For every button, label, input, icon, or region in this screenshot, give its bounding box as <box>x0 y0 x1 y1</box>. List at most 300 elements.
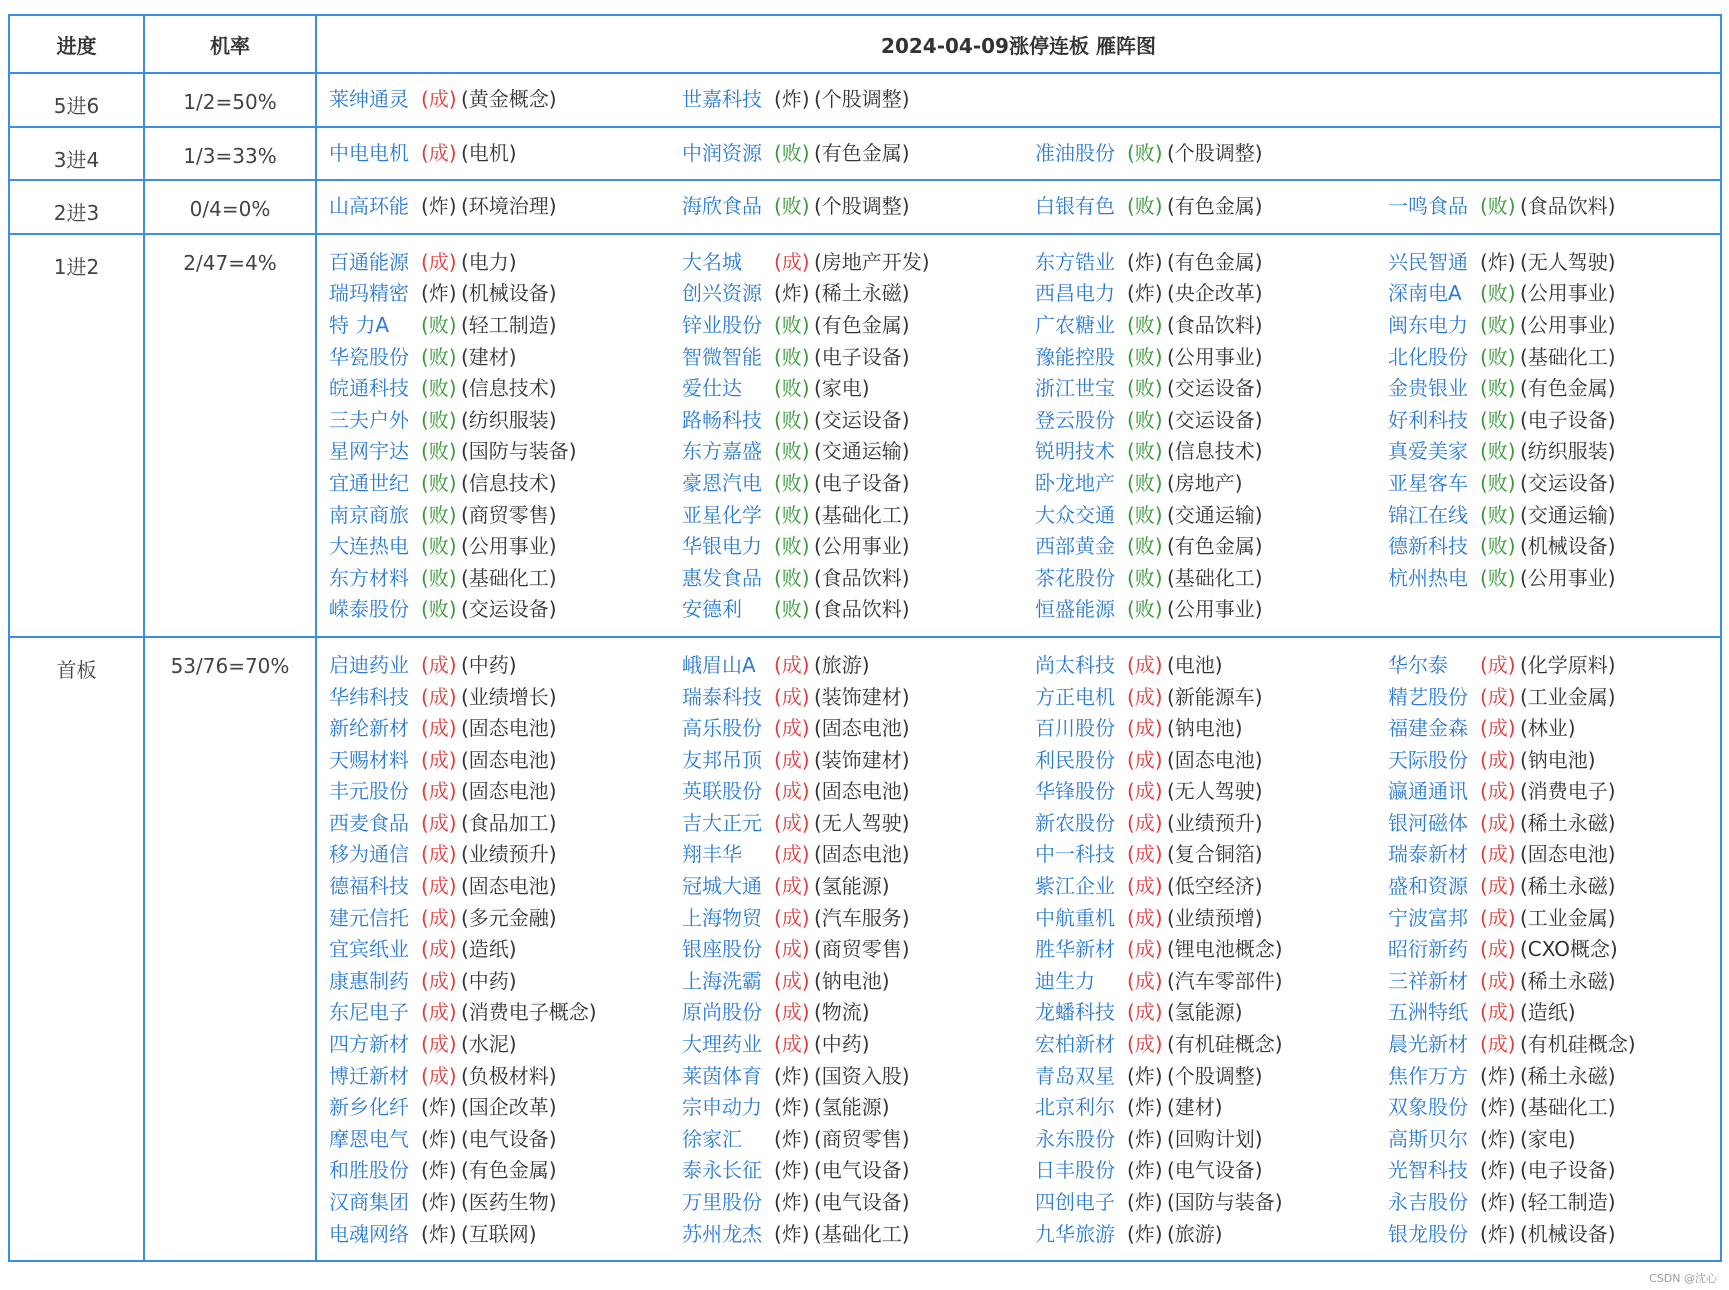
stock-name-link[interactable]: 广农糖业 <box>1035 312 1115 337</box>
sector-label: (林业) <box>1520 716 1576 741</box>
result-tag: (败) <box>1480 439 1516 464</box>
stock-name-link[interactable]: 利民股份 <box>1035 747 1115 772</box>
stock-entry <box>682 1219 1035 1251</box>
sector-label: (工业金属) <box>1520 684 1616 709</box>
stock-entry <box>329 191 682 223</box>
stock-name-link[interactable]: 世嘉科技 <box>682 87 762 111</box>
stock-name-link[interactable]: 大名城 <box>682 249 742 274</box>
stock-name-link[interactable]: 冠城大通 <box>682 874 762 899</box>
sector-label: (交运设备) <box>814 407 910 432</box>
result-tag: (炸) <box>1480 1190 1516 1214</box>
stock-name-link[interactable]: 昭衍新药 <box>1388 937 1468 962</box>
stock-name-link[interactable]: 启迪药业 <box>329 652 409 677</box>
sector-label: (固态电池) <box>814 779 910 804</box>
stock-name-link[interactable]: 皖通科技 <box>329 376 409 401</box>
stock-name-link[interactable]: 北化股份 <box>1388 344 1468 369</box>
stock-name-link[interactable]: 银龙股份 <box>1388 1221 1468 1246</box>
stock-entry <box>682 934 1035 966</box>
stock-name-link[interactable]: 九华旅游 <box>1035 1221 1115 1246</box>
stock-entry <box>682 839 1035 871</box>
sector-label: (家电) <box>1520 1126 1576 1151</box>
stock-name-link[interactable]: 路畅科技 <box>682 407 762 432</box>
stock-name-link[interactable]: 精艺股份 <box>1388 684 1468 709</box>
stock-name-link[interactable]: 龙蟠科技 <box>1035 1000 1115 1025</box>
result-tag: (败) <box>1480 281 1516 306</box>
stock-name-link[interactable]: 东方锆业 <box>1035 249 1115 274</box>
stock-name-link[interactable]: 双象股份 <box>1388 1095 1468 1120</box>
stock-entry <box>1388 1155 1729 1187</box>
sector-label: (业绩预增) <box>1167 905 1263 930</box>
stock-name-link[interactable]: 亚星客车 <box>1388 470 1468 495</box>
stock-name-link[interactable]: 盛和资源 <box>1388 874 1468 899</box>
stock-entry <box>329 1219 682 1251</box>
stock-entry <box>1035 1061 1388 1093</box>
stage-label: 5进6 <box>9 73 144 127</box>
stock-name-link[interactable]: 茶花股份 <box>1035 565 1115 590</box>
result-tag: (败) <box>1127 140 1163 165</box>
stock-name-link[interactable]: 尚太科技 <box>1035 652 1115 677</box>
sector-label: (交通运输) <box>814 439 910 464</box>
stock-name-link[interactable]: 天赐材料 <box>329 747 409 772</box>
stock-name-link[interactable]: 白银有色 <box>1035 194 1115 219</box>
result-tag: (败) <box>1127 407 1163 432</box>
stock-name-link[interactable]: 迪生力 <box>1035 968 1095 993</box>
result-tag: (败) <box>774 597 810 622</box>
stock-entry <box>329 310 682 342</box>
stock-name-link[interactable]: 大众交通 <box>1035 502 1115 527</box>
sector-label: (轻工制造) <box>1520 1190 1616 1214</box>
stock-entry <box>1388 342 1729 374</box>
stock-name-link[interactable]: 苏州龙杰 <box>682 1221 762 1246</box>
result-tag: (炸) <box>1127 1095 1163 1120</box>
stock-entry <box>329 966 682 998</box>
result-tag: (成) <box>421 1063 457 1088</box>
sector-label: (电气设备) <box>461 1126 557 1151</box>
stock-name-link[interactable]: 高乐股份 <box>682 716 762 741</box>
stock-entry <box>329 1155 682 1187</box>
stock-name-link[interactable]: 中航重机 <box>1035 905 1115 930</box>
stock-name-link[interactable]: 西部黄金 <box>1035 534 1115 559</box>
stock-entry <box>682 871 1035 903</box>
result-tag: (成) <box>1127 1000 1163 1025</box>
stage-row <box>9 234 1721 637</box>
result-tag: (成) <box>774 842 810 867</box>
stock-name-link[interactable]: 上海物贸 <box>682 905 762 930</box>
stock-entry <box>1035 531 1388 563</box>
stock-entry <box>682 1124 1035 1156</box>
stock-name-link[interactable]: 西麦食品 <box>329 810 409 835</box>
stock-name-link[interactable]: 青岛双星 <box>1035 1063 1115 1088</box>
stock-name-link[interactable]: 永吉股份 <box>1388 1190 1468 1214</box>
sector-label: (钠电池) <box>814 968 890 993</box>
sector-label: (装饰建材) <box>814 747 910 772</box>
stock-entry <box>329 468 682 500</box>
stock-name-link[interactable]: 海欣食品 <box>682 194 762 219</box>
result-tag: (成) <box>1480 652 1516 677</box>
stock-name-link[interactable]: 东方嘉盛 <box>682 439 762 464</box>
stock-name-link[interactable]: 华锋股份 <box>1035 779 1115 804</box>
stock-entry <box>682 342 1035 374</box>
sector-label: (稀土永磁) <box>1520 874 1616 899</box>
stock-name-link[interactable]: 晨光新材 <box>1388 1032 1468 1057</box>
stock-name-link[interactable]: 莱茵体育 <box>682 1063 762 1088</box>
stock-entry <box>1035 310 1388 342</box>
sector-label: (信息技术) <box>461 470 557 495</box>
stock-entry <box>329 713 682 745</box>
stock-name-link[interactable]: 豪恩汽电 <box>682 470 762 495</box>
stock-name-link[interactable]: 新农股份 <box>1035 810 1115 835</box>
result-tag: (成) <box>1480 716 1516 741</box>
sector-label: (有色金属) <box>1167 194 1263 219</box>
stock-list-cell <box>316 127 1721 181</box>
stock-entry <box>1035 682 1388 714</box>
sector-label: (电机) <box>461 140 517 165</box>
result-tag: (成) <box>1127 842 1163 867</box>
stock-name-link[interactable]: 移为通信 <box>329 842 409 867</box>
stock-name-link[interactable]: 东方材料 <box>329 565 409 590</box>
result-tag: (败) <box>1480 344 1516 369</box>
sector-label: (食品饮料) <box>1167 312 1263 337</box>
sector-label: (有色金属) <box>1167 534 1263 559</box>
result-tag: (败) <box>421 470 457 495</box>
stock-name-link[interactable]: 瀛通通讯 <box>1388 779 1468 804</box>
stock-entry <box>329 839 682 871</box>
stock-name-link[interactable]: 创兴资源 <box>682 281 762 306</box>
stock-name-link[interactable]: 一鸣食品 <box>1388 194 1468 219</box>
stock-entry <box>329 776 682 808</box>
sector-label: (建材) <box>1167 1095 1223 1120</box>
stock-entry <box>1035 373 1388 405</box>
stock-name-link[interactable]: 宜宾纸业 <box>329 937 409 962</box>
stock-name-link[interactable]: 百川股份 <box>1035 716 1115 741</box>
sector-label: (无人驾驶) <box>1167 779 1263 804</box>
stock-name-link[interactable]: 泰永长征 <box>682 1158 762 1183</box>
stock-name-link[interactable]: 四创电子 <box>1035 1190 1115 1214</box>
sector-label: (汽车零部件) <box>1167 968 1283 993</box>
stock-entry <box>1035 776 1388 808</box>
result-tag: (成) <box>1480 937 1516 962</box>
stock-name-link[interactable]: 华银电力 <box>682 534 762 559</box>
sector-label: (基础化工) <box>1520 1095 1616 1120</box>
sector-label: (电气设备) <box>1167 1158 1263 1183</box>
stock-name-link[interactable]: 深南电A <box>1388 281 1462 306</box>
stock-entry <box>1035 903 1388 935</box>
stock-name-link[interactable]: 建元信托 <box>329 905 409 930</box>
stock-name-link[interactable]: 天际股份 <box>1388 747 1468 772</box>
stock-name-link[interactable]: 康惠制药 <box>329 968 409 993</box>
stock-name-link[interactable]: 万里股份 <box>682 1190 762 1214</box>
stock-name-link[interactable]: 瑞泰新材 <box>1388 842 1468 867</box>
result-tag: (成) <box>774 747 810 772</box>
sector-label: (多元金融) <box>461 905 557 930</box>
stock-name-link[interactable]: 高斯贝尔 <box>1388 1126 1468 1151</box>
stock-entry <box>1035 468 1388 500</box>
stock-name-link[interactable]: 四方新材 <box>329 1032 409 1057</box>
stock-name-link[interactable]: 中一科技 <box>1035 842 1115 867</box>
stock-entry <box>329 934 682 966</box>
sector-label: (电气设备) <box>814 1158 910 1183</box>
stock-name-link[interactable]: 兴民智通 <box>1388 249 1468 274</box>
stage-label: 1进2 <box>9 234 144 637</box>
result-tag: (炸) <box>774 281 810 306</box>
stock-name-link[interactable]: 吉大正元 <box>682 810 762 835</box>
stock-entry <box>1388 436 1729 468</box>
stock-entry <box>1388 531 1729 563</box>
stock-entry <box>682 373 1035 405</box>
stock-name-link[interactable]: 好利科技 <box>1388 407 1468 432</box>
stock-name-link[interactable]: 中电电机 <box>329 140 409 165</box>
stock-name-link[interactable]: 电魂网络 <box>329 1221 409 1246</box>
stock-name-link[interactable]: 宗申动力 <box>682 1095 762 1120</box>
stock-name-link[interactable]: 锌业股份 <box>682 312 762 337</box>
stock-entry <box>1035 1124 1388 1156</box>
result-tag: (成) <box>1480 842 1516 867</box>
stock-entry <box>1035 997 1388 1029</box>
stage-label: 3进4 <box>9 127 144 181</box>
sector-label: (有色金属) <box>461 1158 557 1183</box>
stock-entry <box>1035 1155 1388 1187</box>
stock-name-link[interactable]: 银座股份 <box>682 937 762 962</box>
stock-name-link[interactable]: 豫能控股 <box>1035 344 1115 369</box>
sector-label: (旅游) <box>1167 1221 1223 1246</box>
stock-name-link[interactable]: 山高环能 <box>329 194 409 219</box>
result-tag: (炸) <box>1127 1158 1163 1183</box>
stock-entry <box>1035 405 1388 437</box>
result-tag: (成) <box>1480 747 1516 772</box>
stock-name-link[interactable]: 友邦吊顶 <box>682 747 762 772</box>
stock-name-link[interactable]: 汉商集团 <box>329 1190 409 1214</box>
result-tag: (败) <box>421 407 457 432</box>
stock-name-link[interactable]: 宜通世纪 <box>329 470 409 495</box>
result-tag: (成) <box>774 968 810 993</box>
sector-label: (电力) <box>461 249 517 274</box>
result-tag: (败) <box>1127 194 1163 219</box>
stock-name-link[interactable]: 百通能源 <box>329 249 409 274</box>
stock-name-link[interactable]: 中润资源 <box>682 140 762 165</box>
sector-label: (锂电池概念) <box>1167 937 1283 962</box>
stock-grid <box>329 138 1720 170</box>
result-tag: (成) <box>1127 810 1163 835</box>
result-tag: (炸) <box>774 1126 810 1151</box>
stock-entry <box>1035 713 1388 745</box>
stock-name-link[interactable]: 博迁新材 <box>329 1063 409 1088</box>
sector-label: (公用事业) <box>1520 312 1616 337</box>
result-tag: (炸) <box>1480 1221 1516 1246</box>
stock-entry <box>1388 839 1729 871</box>
stock-entry <box>1388 934 1729 966</box>
stock-name-link[interactable]: 西昌电力 <box>1035 281 1115 306</box>
stock-name-link[interactable]: 大理药业 <box>682 1032 762 1057</box>
stock-name-link[interactable]: 金贵银业 <box>1388 376 1468 401</box>
stock-list-cell <box>316 637 1721 1261</box>
stock-entry <box>682 713 1035 745</box>
sector-label: (电子设备) <box>814 344 910 369</box>
stock-name-link[interactable]: 北京利尔 <box>1035 1095 1115 1120</box>
stock-name-link[interactable]: 大连热电 <box>329 534 409 559</box>
stock-name-link[interactable]: 杭州热电 <box>1388 565 1468 590</box>
stock-name-link[interactable]: 真爱美家 <box>1388 439 1468 464</box>
result-tag: (成) <box>774 810 810 835</box>
stock-name-link[interactable]: 宁波富邦 <box>1388 905 1468 930</box>
stock-name-link[interactable]: 特 力A <box>329 312 390 337</box>
stock-name-link[interactable]: 和胜股份 <box>329 1158 409 1183</box>
stock-name-link[interactable]: 福建金森 <box>1388 716 1468 741</box>
sector-label: (交通运输) <box>1520 502 1616 527</box>
stock-name-link[interactable]: 银河磁体 <box>1388 810 1468 835</box>
stock-name-link[interactable]: 德福科技 <box>329 874 409 899</box>
stock-entry <box>1388 1187 1729 1219</box>
stock-name-link[interactable]: 原尚股份 <box>682 1000 762 1025</box>
stock-name-link[interactable]: 锐明技术 <box>1035 439 1115 464</box>
result-tag: (成) <box>421 905 457 930</box>
sector-label: (消费电子概念) <box>461 1000 597 1025</box>
stock-name-link[interactable]: 三夫户外 <box>329 407 409 432</box>
sector-label: (固态电池) <box>461 716 557 741</box>
result-tag: (成) <box>774 1000 810 1025</box>
result-tag: (成) <box>421 874 457 899</box>
sector-label: (电池) <box>1167 652 1223 677</box>
stock-name-link[interactable]: 星网宇达 <box>329 439 409 464</box>
stock-name-link[interactable]: 惠发食品 <box>682 565 762 590</box>
stock-name-link[interactable]: 浙江世宝 <box>1035 376 1115 401</box>
result-tag: (败) <box>774 439 810 464</box>
result-tag: (败) <box>421 565 457 590</box>
stock-name-link[interactable]: 闽东电力 <box>1388 312 1468 337</box>
stock-entry <box>682 468 1035 500</box>
stock-name-link[interactable]: 紫江企业 <box>1035 874 1115 899</box>
stock-name-link[interactable]: 光智科技 <box>1388 1158 1468 1183</box>
result-tag: (败) <box>421 376 457 401</box>
stock-name-link[interactable]: 德新科技 <box>1388 534 1468 559</box>
stock-name-link[interactable]: 日丰股份 <box>1035 1158 1115 1183</box>
stock-name-link[interactable]: 上海洗霸 <box>682 968 762 993</box>
stock-name-link[interactable]: 峨眉山A <box>682 652 756 677</box>
stock-name-link[interactable]: 焦作万方 <box>1388 1063 1468 1088</box>
sector-label: (有色金属) <box>1167 249 1263 274</box>
stock-entry <box>682 247 1035 279</box>
sector-label: (交运设备) <box>1167 376 1263 401</box>
stock-name-link[interactable]: 南京商旅 <box>329 502 409 527</box>
sector-label: (钠电池) <box>1167 716 1243 741</box>
stock-entry <box>1388 745 1729 777</box>
result-tag: (成) <box>421 87 457 111</box>
stock-name-link[interactable]: 丰元股份 <box>329 779 409 804</box>
stock-name-link[interactable]: 新纶新材 <box>329 716 409 741</box>
stock-name-link[interactable]: 锦江在线 <box>1388 502 1468 527</box>
stock-entry <box>1388 966 1729 998</box>
sector-label: (食品饮料) <box>814 597 910 622</box>
stock-name-link[interactable]: 宏柏新材 <box>1035 1032 1115 1057</box>
sector-label: (有机硅概念) <box>1520 1032 1636 1057</box>
stock-entry <box>682 966 1035 998</box>
stock-name-link[interactable]: 新乡化纤 <box>329 1095 409 1120</box>
sector-label: (公用事业) <box>1167 597 1263 622</box>
result-tag: (成) <box>1127 779 1163 804</box>
stock-name-link[interactable]: 准油股份 <box>1035 140 1115 165</box>
stock-name-link[interactable]: 方正电机 <box>1035 684 1115 709</box>
stock-name-link[interactable]: 恒盛能源 <box>1035 597 1115 622</box>
sector-label: (个股调整) <box>814 194 910 219</box>
stock-name-link[interactable]: 莱绅通灵 <box>329 87 409 111</box>
result-tag: (炸) <box>774 1158 810 1183</box>
stock-entry <box>1388 310 1729 342</box>
stock-name-link[interactable]: 登云股份 <box>1035 407 1115 432</box>
stock-entry <box>682 405 1035 437</box>
stock-name-link[interactable]: 瑞玛精密 <box>329 281 409 306</box>
stock-entry <box>682 1092 1035 1124</box>
result-tag: (成) <box>774 937 810 962</box>
stock-name-link[interactable]: 胜华新材 <box>1035 937 1115 962</box>
sector-label: (纺织服装) <box>1520 439 1616 464</box>
stock-name-link[interactable]: 摩恩电气 <box>329 1126 409 1151</box>
sector-label: (复合铜箔) <box>1167 842 1263 867</box>
stock-entry <box>682 1061 1035 1093</box>
sector-label: (无人驾驶) <box>1520 249 1616 274</box>
stock-name-link[interactable]: 华纬科技 <box>329 684 409 709</box>
stock-name-link[interactable]: 翔丰华 <box>682 842 742 867</box>
result-tag: (成) <box>774 652 810 677</box>
stock-name-link[interactable]: 爱仕达 <box>682 376 742 401</box>
sector-label: (物流) <box>814 1000 870 1025</box>
table-title: 2024-04-09涨停连板 雁阵图 <box>316 15 1721 73</box>
stock-entry <box>1388 713 1729 745</box>
stock-name-link[interactable]: 三祥新材 <box>1388 968 1468 993</box>
result-tag: (成) <box>421 249 457 274</box>
result-tag: (炸) <box>774 1221 810 1246</box>
result-tag: (败) <box>1127 534 1163 559</box>
stock-name-link[interactable]: 英联股份 <box>682 779 762 804</box>
stock-name-link[interactable]: 嵘泰股份 <box>329 597 409 622</box>
result-tag: (败) <box>774 534 810 559</box>
sector-label: (信息技术) <box>1167 439 1263 464</box>
sector-label: (CXO概念) <box>1520 937 1618 962</box>
result-tag: (败) <box>1127 344 1163 369</box>
stock-name-link[interactable]: 华尔泰 <box>1388 652 1448 677</box>
stock-name-link[interactable]: 卧龙地产 <box>1035 470 1115 495</box>
stock-name-link[interactable]: 东尼电子 <box>329 1000 409 1025</box>
stock-name-link[interactable]: 安德利 <box>682 597 742 622</box>
stock-entry <box>329 871 682 903</box>
sector-label: (电气设备) <box>814 1190 910 1214</box>
result-tag: (败) <box>1480 194 1516 219</box>
stock-entry <box>682 310 1035 342</box>
sector-label: (基础化工) <box>461 565 557 590</box>
stock-entry <box>1388 776 1729 808</box>
stock-entry <box>682 278 1035 310</box>
sector-label: (中药) <box>461 968 517 993</box>
stock-name-link[interactable]: 亚星化学 <box>682 502 762 527</box>
sector-label: (国企改革) <box>461 1095 557 1120</box>
stock-entry <box>329 342 682 374</box>
stock-name-link[interactable]: 五洲特纸 <box>1388 1000 1468 1025</box>
sector-label: (有色金属) <box>1520 376 1616 401</box>
stock-entry <box>329 436 682 468</box>
stock-entry <box>1388 997 1729 1029</box>
stock-name-link[interactable]: 徐家汇 <box>682 1126 742 1151</box>
result-tag: (败) <box>421 312 457 337</box>
stock-name-link[interactable]: 永东股份 <box>1035 1126 1115 1151</box>
stock-name-link[interactable]: 瑞泰科技 <box>682 684 762 709</box>
sector-label: (基础化工) <box>1167 565 1263 590</box>
stock-entry <box>1388 373 1729 405</box>
stock-entry <box>1035 839 1388 871</box>
stock-entry <box>682 138 1035 170</box>
stock-name-link[interactable]: 华瓷股份 <box>329 344 409 369</box>
stock-name-link[interactable]: 智微智能 <box>682 344 762 369</box>
result-tag: (炸) <box>1480 1126 1516 1151</box>
stock-entry <box>1035 1092 1388 1124</box>
result-tag: (败) <box>421 344 457 369</box>
